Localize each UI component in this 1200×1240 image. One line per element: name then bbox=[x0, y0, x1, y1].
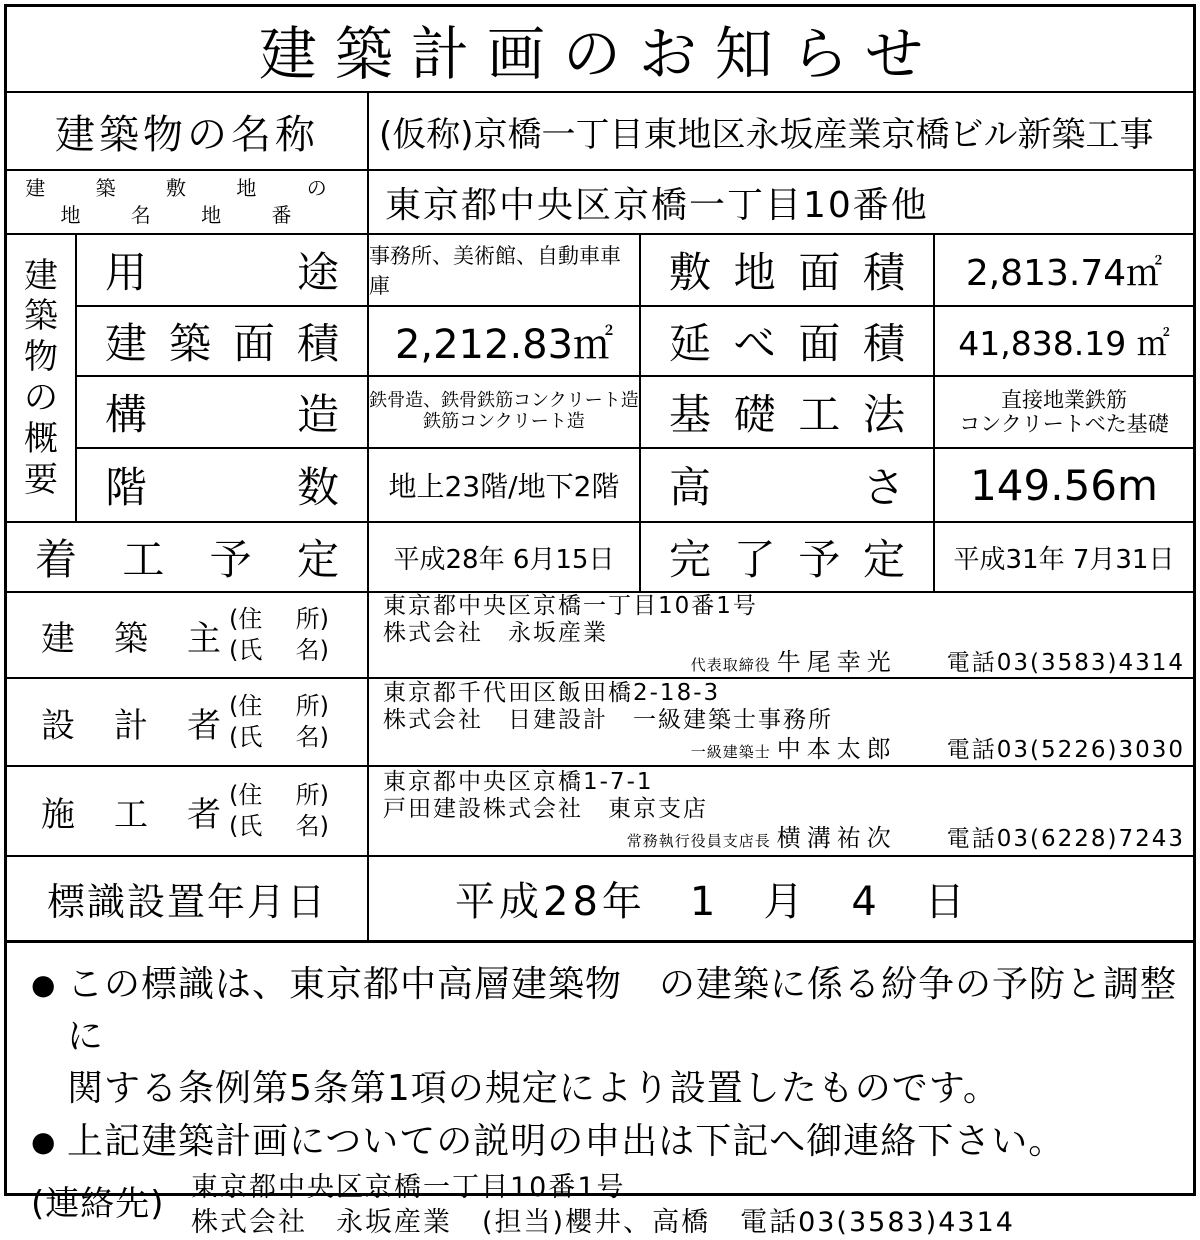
party-sub-name bbox=[229, 722, 329, 753]
contact-block bbox=[31, 1170, 1193, 1240]
structure-label bbox=[77, 377, 369, 447]
notice-line: 関する条例第5条第1項の規定により設置したものです。 bbox=[67, 1068, 1000, 1110]
party-designer-row bbox=[7, 679, 1193, 767]
height-label-char: さ bbox=[862, 463, 905, 512]
sign-date-label: 標識設置年月日 bbox=[7, 857, 369, 940]
overview-row-building-area bbox=[77, 307, 1193, 377]
party-sub-address bbox=[229, 780, 329, 811]
party-designer-label bbox=[7, 679, 369, 765]
foundation-value-line: 直接地業鉄筋 bbox=[1001, 387, 1127, 412]
structure-label-char: 構 bbox=[105, 390, 148, 439]
party-person: 横溝祐次 bbox=[776, 823, 897, 852]
total-floor-area-label-char: 延 bbox=[669, 319, 712, 368]
total-floor-area-label-char: 面 bbox=[798, 319, 841, 368]
building-area-label-char: 建 bbox=[105, 319, 148, 368]
party-sub-text: 名) bbox=[295, 723, 329, 751]
party-contractor-details bbox=[369, 767, 1193, 855]
party-person: 牛尾幸光 bbox=[776, 647, 897, 676]
party-rep bbox=[691, 648, 897, 676]
party-owner-row bbox=[7, 593, 1193, 679]
party-rep-line bbox=[383, 735, 1193, 764]
notice-paragraph-2 bbox=[31, 1116, 1193, 1168]
use-label-char: 途 bbox=[296, 248, 339, 297]
site-area-label-char: 地 bbox=[733, 248, 776, 297]
party-sub-text: (氏 bbox=[229, 636, 263, 664]
floors-label-char: 階 bbox=[105, 463, 148, 512]
party-contractor-name bbox=[41, 787, 221, 836]
sign-date-value: 平成28年 1 月 4 日 bbox=[455, 879, 969, 925]
end-label bbox=[641, 523, 935, 591]
start-label-char: 予 bbox=[209, 535, 252, 584]
foundation-value bbox=[935, 377, 1193, 447]
building-area-label-char: 積 bbox=[296, 319, 339, 368]
party-sub-text: 所) bbox=[295, 691, 329, 720]
party-sub-text: (住 bbox=[229, 604, 263, 633]
site-label bbox=[7, 171, 369, 233]
structure-label-char: 造 bbox=[296, 390, 339, 439]
contact-line-2 bbox=[191, 1205, 1015, 1240]
start-label-char: 定 bbox=[296, 535, 339, 584]
notice-paragraph-1 bbox=[31, 959, 1193, 1116]
party-name-char: 主 bbox=[187, 618, 221, 659]
party-company: 戸田建設株式会社 東京支店 bbox=[383, 796, 708, 823]
notice-board bbox=[4, 4, 1196, 1238]
party-sub-name bbox=[229, 635, 329, 666]
overview-side-char: 築 bbox=[24, 296, 58, 337]
party-rep-line bbox=[383, 648, 1193, 677]
site-area-label-char: 面 bbox=[798, 248, 841, 297]
site-value: 東京都中央区京橋一丁目10番他 bbox=[385, 184, 929, 226]
bullet-icon: ● bbox=[31, 968, 57, 1001]
party-sub-name bbox=[229, 811, 329, 842]
foundation-label bbox=[641, 377, 935, 447]
party-phone: 電話03(5226)3030 bbox=[946, 736, 1185, 763]
contact-person: (担当)櫻井、高橋 bbox=[482, 1206, 711, 1238]
site-row bbox=[7, 171, 1193, 235]
building-area-label-char: 面 bbox=[232, 319, 275, 368]
notice-text-block bbox=[7, 945, 1193, 1238]
structure-value-line: 鉄骨造、鉄骨鉄筋コンクリート造 bbox=[369, 390, 639, 412]
contact-label: (連絡先) bbox=[31, 1184, 165, 1225]
party-sub-text: 所) bbox=[295, 780, 329, 809]
party-designer-sub bbox=[229, 691, 329, 753]
overview-row-use bbox=[77, 235, 1193, 307]
party-name-char: 施 bbox=[41, 794, 75, 835]
party-sub-text: (氏 bbox=[229, 723, 263, 751]
foundation-label-char: 礎 bbox=[733, 390, 776, 439]
start-value: 平成28年 6月15日 bbox=[369, 523, 641, 591]
overview-row-floors bbox=[77, 449, 1193, 521]
party-designer-name bbox=[41, 698, 221, 747]
notice-line: この標識は、東京都中高層建築物 の建築に係る紛争の予防と調整に bbox=[67, 964, 1178, 1058]
sign-date-row bbox=[7, 857, 1193, 943]
party-owner-label bbox=[7, 593, 369, 677]
page-title: 建築計画のお知らせ bbox=[258, 20, 942, 88]
end-label-char: 定 bbox=[862, 535, 905, 584]
party-owner-name bbox=[41, 611, 221, 660]
building-area-value: 2,212.83㎡ bbox=[369, 307, 641, 375]
contact-address: 東京都中央区京橋一丁目10番1号 bbox=[191, 1171, 626, 1203]
party-sub-address bbox=[229, 691, 329, 722]
party-designer-details bbox=[369, 679, 1193, 765]
party-rep-line bbox=[383, 824, 1193, 853]
party-sub-text: 所) bbox=[295, 604, 329, 633]
site-area-label bbox=[641, 235, 935, 305]
height-value: 149.56m bbox=[970, 460, 1158, 510]
building-area-label-char: 築 bbox=[168, 319, 211, 368]
overview-row-structure bbox=[77, 377, 1193, 449]
use-label bbox=[77, 235, 369, 305]
party-sub-text: (住 bbox=[229, 691, 263, 720]
party-contractor-row bbox=[7, 767, 1193, 857]
contact-phone: 電話03(3583)4314 bbox=[740, 1206, 1015, 1238]
schedule-row bbox=[7, 523, 1193, 593]
overview-side-label bbox=[7, 235, 77, 521]
party-name-char: 者 bbox=[187, 705, 221, 746]
overview-side-char: 物 bbox=[24, 337, 58, 378]
building-name-label: 建築物の名称 bbox=[7, 93, 369, 169]
party-contractor-label bbox=[7, 767, 369, 855]
height-label bbox=[641, 449, 935, 521]
end-label-char: 了 bbox=[733, 535, 776, 584]
contact-body bbox=[191, 1170, 1015, 1240]
party-company: 株式会社 日建設計 一級建築士事務所 bbox=[383, 707, 833, 734]
building-area-label bbox=[77, 307, 369, 375]
party-address: 東京都中央区京橋一丁目10番1号 bbox=[383, 593, 758, 620]
building-name-value: (仮称)京橋一丁目東地区永坂産業京橋ビル新築工事 bbox=[379, 114, 1154, 155]
site-area-label-char: 敷 bbox=[669, 248, 712, 297]
height-label-char: 高 bbox=[669, 463, 712, 512]
overview-side-char: の bbox=[24, 378, 58, 418]
end-label-char: 予 bbox=[798, 535, 841, 584]
party-role: 代表取締役 bbox=[690, 655, 771, 674]
total-floor-area-value: 41,838.19 ㎡ bbox=[958, 323, 1170, 363]
party-rep bbox=[627, 824, 897, 852]
floors-value: 地上23階/地下2階 bbox=[369, 449, 641, 521]
structure-value bbox=[369, 377, 641, 447]
party-name-char: 工 bbox=[114, 794, 148, 835]
overview-side-char: 建 bbox=[24, 255, 58, 296]
structure-value-line: 鉄筋コンクリート造 bbox=[423, 411, 585, 432]
foundation-label-char: 基 bbox=[669, 390, 712, 439]
party-role: 一級建築士 bbox=[690, 742, 771, 761]
party-role: 常務執行役員支店長 bbox=[626, 831, 771, 850]
party-name-char: 計 bbox=[114, 705, 148, 746]
party-person: 中本太郎 bbox=[776, 734, 897, 763]
contact-company: 株式会社 永坂産業 bbox=[191, 1206, 452, 1238]
party-sub-text: 名) bbox=[295, 636, 329, 664]
foundation-label-char: 法 bbox=[862, 390, 905, 439]
party-company: 株式会社 永坂産業 bbox=[383, 620, 608, 647]
title-row bbox=[7, 7, 1193, 93]
party-sub-text: (住 bbox=[229, 780, 263, 809]
party-address: 東京都千代田区飯田橋2-18-3 bbox=[383, 680, 721, 707]
start-label-char: 着 bbox=[35, 535, 78, 584]
notice-line: 上記建築計画についての説明の申出は下記へ御連絡下さい。 bbox=[67, 1120, 1066, 1162]
party-name-char: 者 bbox=[187, 794, 221, 835]
floors-label-char: 数 bbox=[296, 463, 339, 512]
party-owner-details bbox=[369, 593, 1193, 677]
foundation-label-char: 工 bbox=[798, 390, 841, 439]
party-rep bbox=[691, 735, 897, 763]
party-contractor-sub bbox=[229, 780, 329, 842]
party-sub-text: 名) bbox=[295, 812, 329, 840]
floors-label bbox=[77, 449, 369, 521]
start-label-char: 工 bbox=[122, 535, 165, 584]
overview-side-char: 概 bbox=[24, 418, 58, 459]
total-floor-area-label-char: べ bbox=[733, 319, 776, 368]
party-address: 東京都中央区京橋1-7-1 bbox=[383, 769, 654, 796]
site-label-line2: 地 名 地 番 bbox=[60, 203, 314, 227]
use-value: 事務所、美術館、自動車車庫 bbox=[369, 235, 641, 305]
foundation-value-line: コンクリートべた基礎 bbox=[959, 412, 1169, 436]
start-label bbox=[7, 523, 369, 591]
overview-side-char: 要 bbox=[24, 459, 58, 500]
party-name-char: 建 bbox=[41, 618, 75, 659]
party-sub-address bbox=[229, 604, 329, 635]
bullet-icon: ● bbox=[31, 1124, 57, 1158]
total-floor-area-label bbox=[641, 307, 935, 375]
party-name-char: 築 bbox=[114, 618, 148, 659]
building-name-row bbox=[7, 93, 1193, 171]
overview-block bbox=[7, 235, 1193, 523]
party-owner-sub bbox=[229, 604, 329, 666]
site-label-line1: 建 築 敷 地 の bbox=[25, 176, 349, 200]
party-phone: 電話03(3583)4314 bbox=[946, 649, 1185, 676]
end-value: 平成31年 7月31日 bbox=[953, 544, 1175, 575]
party-phone: 電話03(6228)7243 bbox=[946, 825, 1185, 852]
end-label-char: 完 bbox=[669, 535, 712, 584]
site-area-value: 2,813.74㎡ bbox=[965, 252, 1163, 294]
party-name-char: 設 bbox=[41, 705, 75, 746]
use-label-char: 用 bbox=[105, 248, 148, 297]
site-area-label-char: 積 bbox=[862, 248, 905, 297]
total-floor-area-label-char: 積 bbox=[862, 319, 905, 368]
party-sub-text: (氏 bbox=[229, 812, 263, 840]
